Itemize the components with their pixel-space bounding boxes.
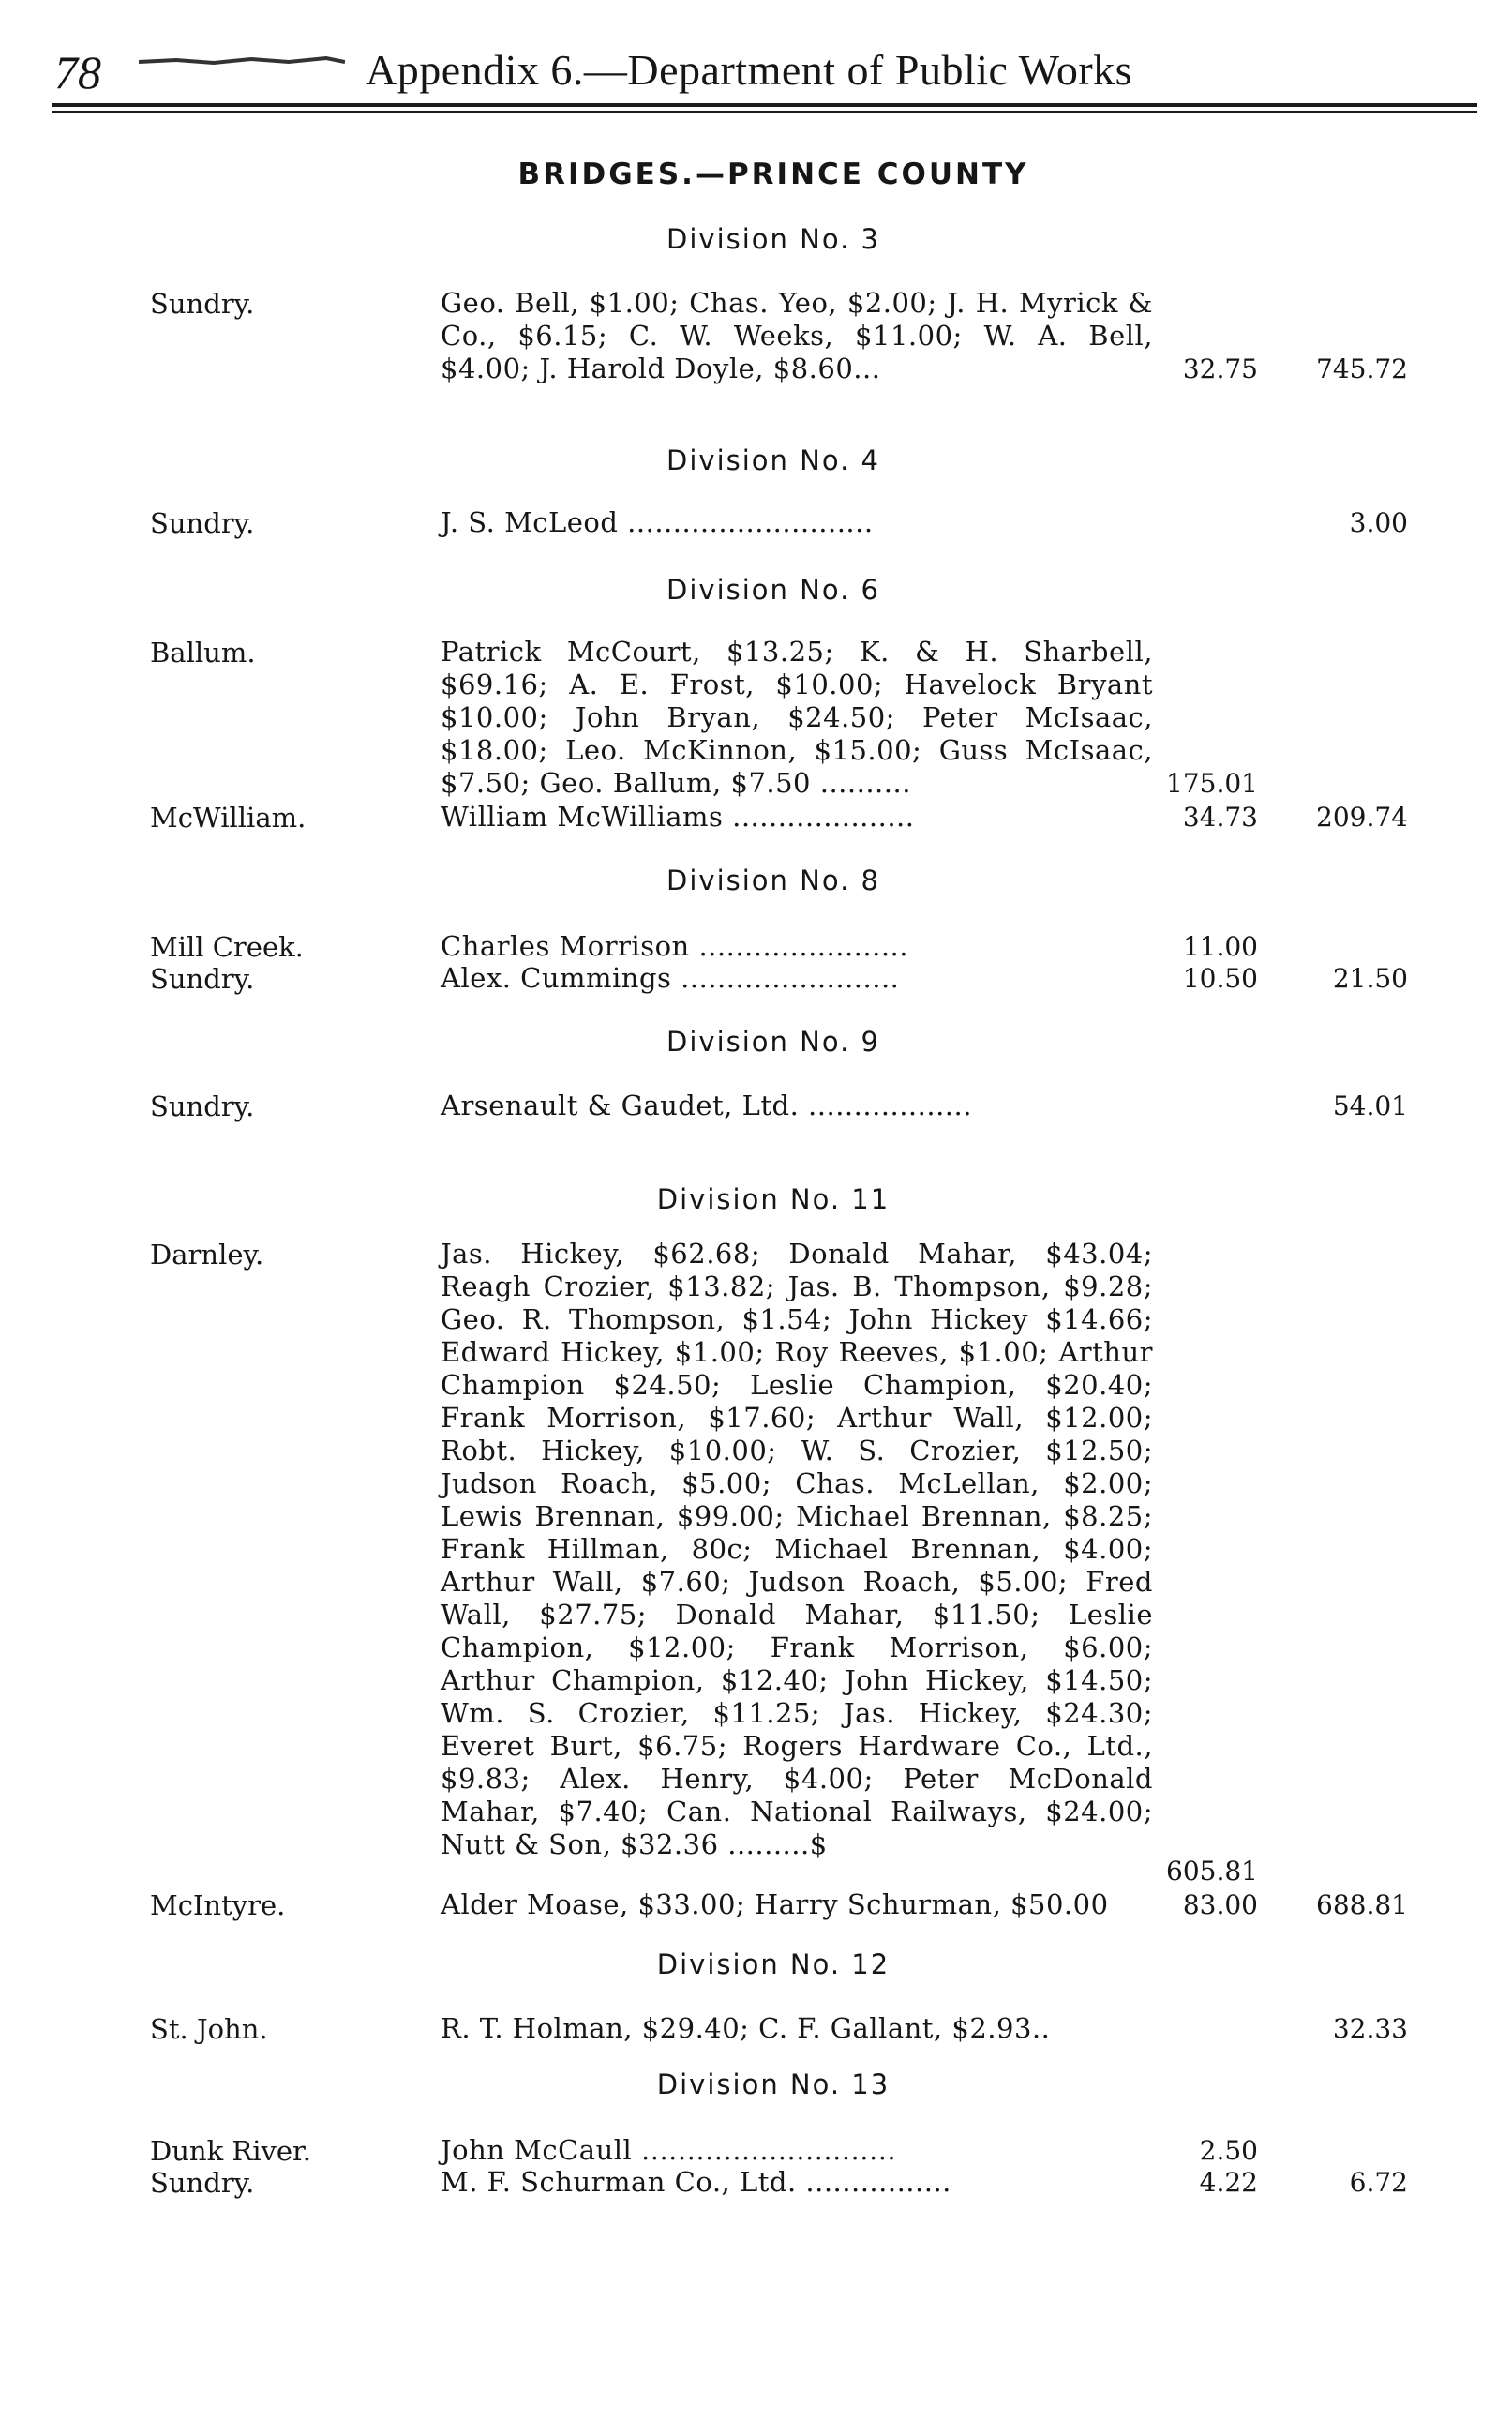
entry-amount: 10.50 xyxy=(1182,963,1258,994)
division-heading: Division No. 3 xyxy=(666,223,880,255)
entry-amount: 605.81 xyxy=(1166,1856,1258,1887)
entry-description: Alder Moase, $33.00; Harry Schurman, $50.00 xyxy=(441,1888,1109,1920)
entry-locality: Dunk River. xyxy=(150,2135,311,2167)
running-head: Appendix 6.—Department of Public Works xyxy=(366,46,1133,94)
entry-locality: McWilliam. xyxy=(150,802,307,834)
entry-locality: Sundry. xyxy=(150,507,255,539)
division-heading: Division No. 6 xyxy=(666,574,880,606)
page-number: 78 xyxy=(54,46,101,98)
entry-locality: Darnley. xyxy=(150,1239,264,1271)
division-total: 745.72 xyxy=(1316,353,1408,384)
division-heading: Division No. 4 xyxy=(666,444,880,476)
division-total: 21.50 xyxy=(1332,963,1408,994)
division-total: 54.01 xyxy=(1332,1090,1408,1121)
division-total: 688.81 xyxy=(1316,1889,1408,1920)
division-heading: Division No. 12 xyxy=(656,1948,891,1980)
section-title: BRIDGES.—PRINCE COUNTY xyxy=(517,158,1029,191)
entry-description: Geo. Bell, $1.00; Chas. Yeo, $2.00; J. H. Myrick & Co., $6.15; C. W. Weeks, $11.00; W. A. Bell, $4.00; J. Harold Doyle, $8.60... xyxy=(441,287,1153,384)
entry-locality: Sundry. xyxy=(150,2167,255,2199)
entry-description: Alex. Cummings ........................ xyxy=(441,962,900,994)
entry-description: William McWilliams .................... xyxy=(441,801,915,833)
division-heading: Division No. 9 xyxy=(666,1026,880,1058)
entry-locality: McIntyre. xyxy=(150,1889,286,1921)
entry-amount: 4.22 xyxy=(1199,2167,1258,2198)
entry-amount: 175.01 xyxy=(1166,768,1258,799)
division-total: 209.74 xyxy=(1316,802,1408,833)
entry-amount: 83.00 xyxy=(1182,1889,1258,1920)
division-total: 3.00 xyxy=(1349,507,1408,538)
division-heading: Division No. 13 xyxy=(656,2068,891,2100)
entry-description: Arsenault & Gaudet, Ltd. .................. xyxy=(441,1090,972,1121)
entry-description: R. T. Holman, $29.40; C. F. Gallant, $2.93.. xyxy=(441,2012,1051,2044)
entry-locality: St. John. xyxy=(150,2013,268,2045)
header-rule-lower xyxy=(52,111,1477,113)
entry-amount: 2.50 xyxy=(1199,2135,1258,2166)
entry-locality: Ballum. xyxy=(150,637,256,669)
entry-amount: 11.00 xyxy=(1182,931,1258,962)
entry-description: Patrick McCourt, $13.25; K. & H. Sharbell, $69.16; A. E. Frost, $10.00; Havelock Bryant $10.00; John Bryan, $24.50; Peter McIsaac, $18.00; Leo. McKinnon, $15.00; Guss McIsaac, $7.50; Geo. Ballum, $7.50 .......... xyxy=(441,636,1153,799)
division-heading: Division No. 8 xyxy=(666,865,880,896)
entry-description: John McCaull ............................ xyxy=(441,2134,897,2166)
entry-locality: Sundry. xyxy=(150,288,255,320)
entry-locality: Mill Creek. xyxy=(150,931,304,963)
division-total: 32.33 xyxy=(1332,2013,1408,2044)
entry-description: Charles Morrison ....................... xyxy=(441,930,908,962)
entry-description: Jas. Hickey, $62.68; Donald Mahar, $43.04; Reagh Crozier, $13.82; Jas. B. Thompson, $9.28; Geo. R. Thompson, $1.54; John Hickey $14.66; Edward Hickey, $1.00; Roy Reeves, $1.00; Arthur Champion $24.50; Leslie Champion, $20.40; Frank Morrison, $17.60; Arthur Wall, $12.00; Robt. Hickey, $10.00; W. S. Crozier, $12.50; Judson Roach, $5.00; Chas. McLellan, $2.00; Lewis Brennan, $99.00; Michael Brennan, $8.25; Frank Hillman, 80c; Michael Brennan, $4.00; Arthur Wall, $7.60; Judson Roach, $5.00; Fred Wall, $27.75; Donald Mahar, $11.50; Leslie Champion, $12.00; Frank Morrison, $6.00; Arthur Champion, $12.40; John Hickey, $14.50; Wm. S. Crozier, $11.25; Jas. Hickey, $24.30; Everet Burt, $6.75; Rogers Hardware Co., Ltd., $9.83; Alex. Henry, $4.00; Peter McDonald Mahar, $7.40; Can. National Railways, $24.00; Nutt & Son, $32.36 .........$ xyxy=(441,1238,1153,1860)
header-ornament xyxy=(139,56,345,68)
entry-description: M. F. Schurman Co., Ltd. ................ xyxy=(441,2166,951,2198)
entry-locality: Sundry. xyxy=(150,963,255,995)
entry-amount: 34.73 xyxy=(1182,802,1258,833)
division-total: 6.72 xyxy=(1349,2167,1408,2198)
entry-locality: Sundry. xyxy=(150,1090,255,1122)
division-heading: Division No. 11 xyxy=(656,1183,891,1215)
entry-description: J. S. McLeod ........................... xyxy=(441,506,874,538)
entry-amount: 32.75 xyxy=(1182,353,1258,384)
header-rule xyxy=(52,103,1477,107)
